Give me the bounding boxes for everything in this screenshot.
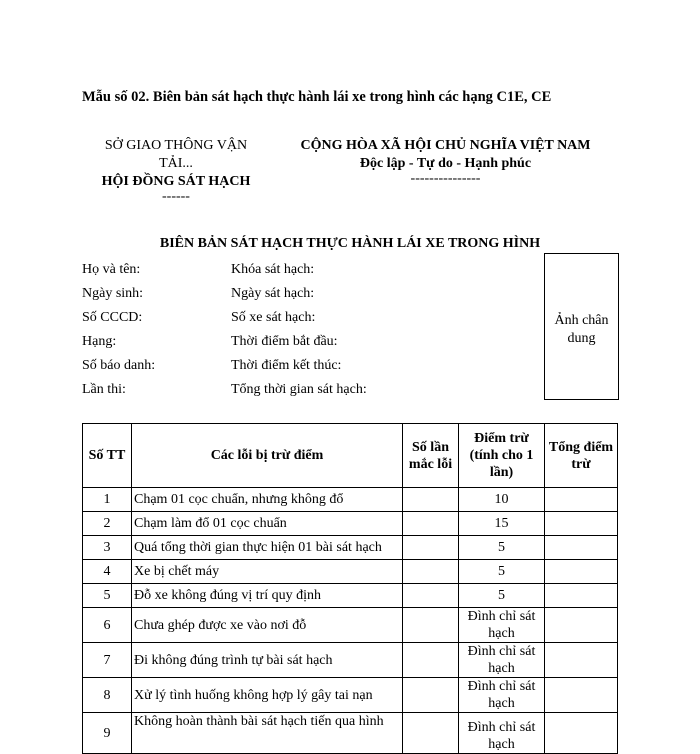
portrait-photo-label: Ảnh chân dung — [554, 313, 609, 346]
row-no: 8 — [83, 678, 132, 713]
row-count[interactable] — [403, 713, 459, 754]
field-id-number: Số CCCD: — [82, 310, 143, 325]
field-end-time: Thời điểm kết thúc: — [231, 358, 342, 373]
row-deduct: Đình chỉ sát hạch — [459, 643, 545, 678]
header-total: Tổng điểm trừ — [545, 424, 618, 488]
table-row — [83, 560, 618, 584]
field-candidate-number: Số báo danh: — [82, 358, 156, 373]
field-attempt: Lần thi: — [82, 382, 126, 397]
row-deduct: Đình chỉ sát hạch — [459, 608, 545, 643]
table-row — [83, 512, 618, 536]
nation-name: CỘNG HÒA XÃ HỘI CHỦ NGHĨA VIỆT NAM — [300, 138, 591, 153]
field-start-time: Thời điểm bắt đầu: — [231, 334, 338, 349]
table-row — [83, 536, 618, 560]
row-deduct: Đình chỉ sát hạch — [459, 678, 545, 713]
table-header-row — [83, 424, 618, 488]
row-deduct: 10 — [459, 488, 545, 512]
row-no: 7 — [83, 643, 132, 678]
field-date-of-birth: Ngày sinh: — [82, 286, 144, 301]
portrait-photo-box — [544, 253, 619, 400]
row-count[interactable] — [403, 536, 459, 560]
row-no: 6 — [83, 608, 132, 643]
field-total-time: Tổng thời gian sát hạch: — [231, 382, 367, 397]
row-no: 4 — [83, 560, 132, 584]
row-total[interactable] — [545, 536, 618, 560]
row-error: Quá tổng thời gian thực hiện 01 bài sát hạch — [132, 536, 403, 560]
field-exam-course: Khóa sát hạch: — [231, 262, 315, 277]
table-row — [83, 643, 618, 678]
row-total[interactable] — [545, 713, 618, 754]
table-row — [83, 584, 618, 608]
row-deduct: 5 — [459, 560, 545, 584]
row-no: 2 — [83, 512, 132, 536]
row-total[interactable] — [545, 584, 618, 608]
agency-header — [86, 137, 266, 203]
row-count[interactable] — [403, 584, 459, 608]
row-error: Chạm làm đổ 01 cọc chuẩn — [132, 512, 403, 536]
row-deduct: 5 — [459, 536, 545, 560]
row-count[interactable] — [403, 512, 459, 536]
row-deduct: 5 — [459, 584, 545, 608]
header-deduct: Điểm trừ (tính cho 1 lần) — [459, 424, 545, 488]
row-error: Không hoàn thành bài sát hạch tiến qua hình — [132, 713, 403, 754]
header-count: Số lần mắc lỗi — [403, 424, 459, 488]
document-title: BIÊN BẢN SÁT HẠCH THỰC HÀNH LÁI XE TRONG HÌNH — [159, 236, 541, 251]
row-error: Xử lý tình huống không hợp lý gây tai nạn — [132, 678, 403, 713]
table-row — [83, 678, 618, 713]
row-error: Đi không đúng trình tự bài sát hạch — [132, 643, 403, 678]
table-row — [83, 713, 618, 754]
row-count[interactable] — [403, 488, 459, 512]
row-total[interactable] — [545, 608, 618, 643]
row-total[interactable] — [545, 560, 618, 584]
council-name: HỘI ĐỒNG SÁT HẠCH — [101, 174, 251, 189]
row-error: Chưa ghép được xe vào nơi đỗ — [132, 608, 403, 643]
row-deduct: Đình chỉ sát hạch — [459, 713, 545, 754]
row-total[interactable] — [545, 488, 618, 512]
row-error: Chạm 01 cọc chuẩn, nhưng không đổ — [132, 488, 403, 512]
table-row — [83, 488, 618, 512]
row-error: Xe bị chết máy — [132, 560, 403, 584]
row-count[interactable] — [403, 678, 459, 713]
nation-divider: --------------- — [410, 171, 481, 186]
field-license-class: Hạng: — [82, 334, 117, 349]
row-total[interactable] — [545, 512, 618, 536]
row-total[interactable] — [545, 678, 618, 713]
row-count[interactable] — [403, 560, 459, 584]
field-full-name: Họ và tên: — [82, 262, 141, 277]
header-no: Số TT — [83, 424, 132, 488]
row-count[interactable] — [403, 643, 459, 678]
table-row — [83, 608, 618, 643]
row-no: 1 — [83, 488, 132, 512]
form-number-title: Mẫu số 02. Biên bản sát hạch thực hành lái xe trong hình các hạng C1E, CE — [82, 89, 552, 105]
row-total[interactable] — [545, 643, 618, 678]
deduction-table — [82, 423, 618, 754]
field-exam-date: Ngày sát hạch: — [231, 286, 315, 301]
row-error: Đỗ xe không đúng vị trí quy định — [132, 584, 403, 608]
field-vehicle-number: Số xe sát hạch: — [231, 310, 316, 325]
nation-header — [283, 137, 608, 185]
row-deduct: 15 — [459, 512, 545, 536]
nation-motto: Độc lập - Tự do - Hạnh phúc — [359, 156, 532, 171]
row-no: 9 — [83, 713, 132, 754]
row-count[interactable] — [403, 608, 459, 643]
agency-name-line-2: TẢI... — [159, 156, 193, 171]
header-error: Các lỗi bị trừ điểm — [132, 424, 403, 488]
agency-name-line-1: SỞ GIAO THÔNG VẬN — [104, 138, 248, 153]
row-no: 5 — [83, 584, 132, 608]
row-no: 3 — [83, 536, 132, 560]
agency-divider: ------ — [162, 189, 190, 204]
